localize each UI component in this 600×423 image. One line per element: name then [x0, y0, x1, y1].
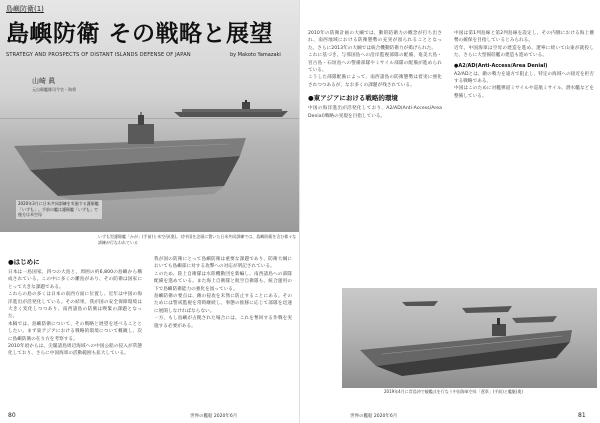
paragraph: 一方、もし島嶼が占拠された場合には、これを奪回する作戦を実施する必要がある。	[154, 316, 292, 329]
article-title: 島嶼防衛 その戦略と展望	[6, 20, 274, 47]
hero-photo-caption: 2020年3月に日米共同訓練を実施する護衛艦「いずも」。手前の艦は護衛艦「いずも」で後方は米空母	[16, 200, 102, 219]
paragraph: 2010年頃からは、尖閣諸島周辺海域への中国公船の侵入が常態化しており、さらに中国海軍の活動範囲も拡大している。	[8, 344, 142, 357]
paragraph: 我が国の防衛にとって島嶼防衛は重要な課題であり、防衛大綱においても島嶼部に対する攻撃への対応が明記されている。	[154, 257, 292, 270]
hero-caption-below: いずも型護衛艦「かが」(手前)と米空母(奥)。対中国を念頭に置いた日米共同訓練では、島嶼防衛を含む様々な訓練が行なわれている	[98, 234, 297, 245]
right-page	[300, 0, 600, 423]
article-subtitle: STRATEGY AND PROSPECTS OF DISTANT ISLANDS DEFENSE OF JAPAN	[6, 52, 191, 58]
paragraph: A2/ADとは、敵の戦力を遠方で阻止し、特定の海域への接近を拒否する戦略である。	[454, 71, 594, 85]
paragraph: これに基づき、与那国島への沿岸監視部隊の配備、奄美大島・宮古島・石垣島への警備部隊やミサイル部隊の配備が進められている。	[308, 53, 442, 74]
paragraph: 中国は第1列島線と第2列島線を設定し、その内側における海上優勢の確保を目指しているとみられる。	[454, 31, 594, 44]
paragraph: 中国の海洋進出が活発化しており、A2/AD(Anti-Access/Area Denial)戦略の実現を目指している。	[308, 106, 442, 119]
right-column-2	[454, 30, 594, 100]
paragraph: 2010年の防衛計画の大綱では、動的防衛力の概念が打ち出され、南西地域における防衛態勢の充実が図られることとなった。さらに2013年の大綱では統合機動防衛力が掲げられた。	[308, 31, 442, 51]
article-byline: by Makoto Yamazaki	[230, 52, 281, 58]
foreground-ship	[10, 112, 250, 204]
paragraph: 中国はこのために対艦弾道ミサイルや巡航ミサイル、潜水艦などを整備している。	[454, 86, 594, 99]
right-footer-magazine	[346, 412, 401, 419]
carrier-photo	[342, 288, 597, 388]
a2ad-subheading: ●A2/AD(Anti-Access/Area Denial)	[454, 62, 548, 69]
left-column-2	[154, 256, 292, 330]
paragraph: 島嶼防衛の要点は、敵の侵攻を未然に防止することにある。そのためには警戒監視を常時継続し、事態の推移に応じて部隊を迅速に展開しなければならない。	[154, 294, 292, 314]
paragraph: これらの島の多くは日本の南西方面に位置し、近年は中国の海洋進出が活発化している。その結果、我が国の安全保障環境は大きく変化しつつあり、南西諸島の防衛は喫緊の課題となった。	[8, 292, 142, 320]
author-name: 山崎 眞	[32, 77, 56, 85]
right-footer	[578, 412, 586, 419]
paragraph: こうした部隊配備によって、南西諸島の防衛態勢は着実に強化されつつあるが、なお多くの課題が残されている。	[308, 75, 442, 88]
left-footer-magazine	[186, 412, 241, 419]
magazine-name: 世界の艦船 2020年6月	[190, 414, 238, 419]
right-column-1	[308, 30, 442, 120]
intro-heading: ●はじめに	[8, 258, 40, 266]
paragraph: 本稿では、島嶼防衛について、その戦略と展望を述べることとしたい。まず東アジアにおける戦略的環境について概観し、次に島嶼防衛の在り方を考察する。	[8, 321, 142, 342]
left-column-1	[8, 256, 142, 358]
paragraph: 日本は一島国家、四つの大島と、周囲の約6,800の島嶼から構成されている。この中に多くの離島があり、その防衛は国家にとって大きな課題である。	[8, 270, 142, 290]
series-label	[6, 4, 44, 14]
section-heading: ●東アジアにおける戦略的環境	[308, 94, 398, 103]
carrier-photo-caption: 2019年4月に青島沖で観艦式を行なう中国海軍空母「遼寧」(手前)と艦艇(奥)	[384, 389, 523, 394]
hero-photo	[0, 0, 300, 232]
author-role: 元自衛艦隊司令官・海将	[32, 87, 76, 92]
series-number: (1)	[34, 5, 44, 13]
series-label-text: 島嶼防衛	[6, 5, 34, 13]
page-number: 80	[8, 412, 16, 419]
paragraph: 近年、中国海軍は空母の建造を進め、遼寧に続いて山東が就役した。さらに大型揚陸艦の建造も進めている。	[454, 45, 594, 59]
left-footer	[8, 412, 16, 419]
carrier-group-ships	[342, 288, 597, 388]
paragraph: このため、陸上自衛隊は水陸機動団を新編し、南西諸島への部隊配備を進めている。また海上自衛隊と航空自衛隊も、統合運用の下で島嶼防衛能力の強化を図っている。	[154, 271, 292, 292]
magazine-name: 世界の艦船 2020年6月	[350, 414, 398, 419]
page-number: 81	[578, 412, 586, 419]
